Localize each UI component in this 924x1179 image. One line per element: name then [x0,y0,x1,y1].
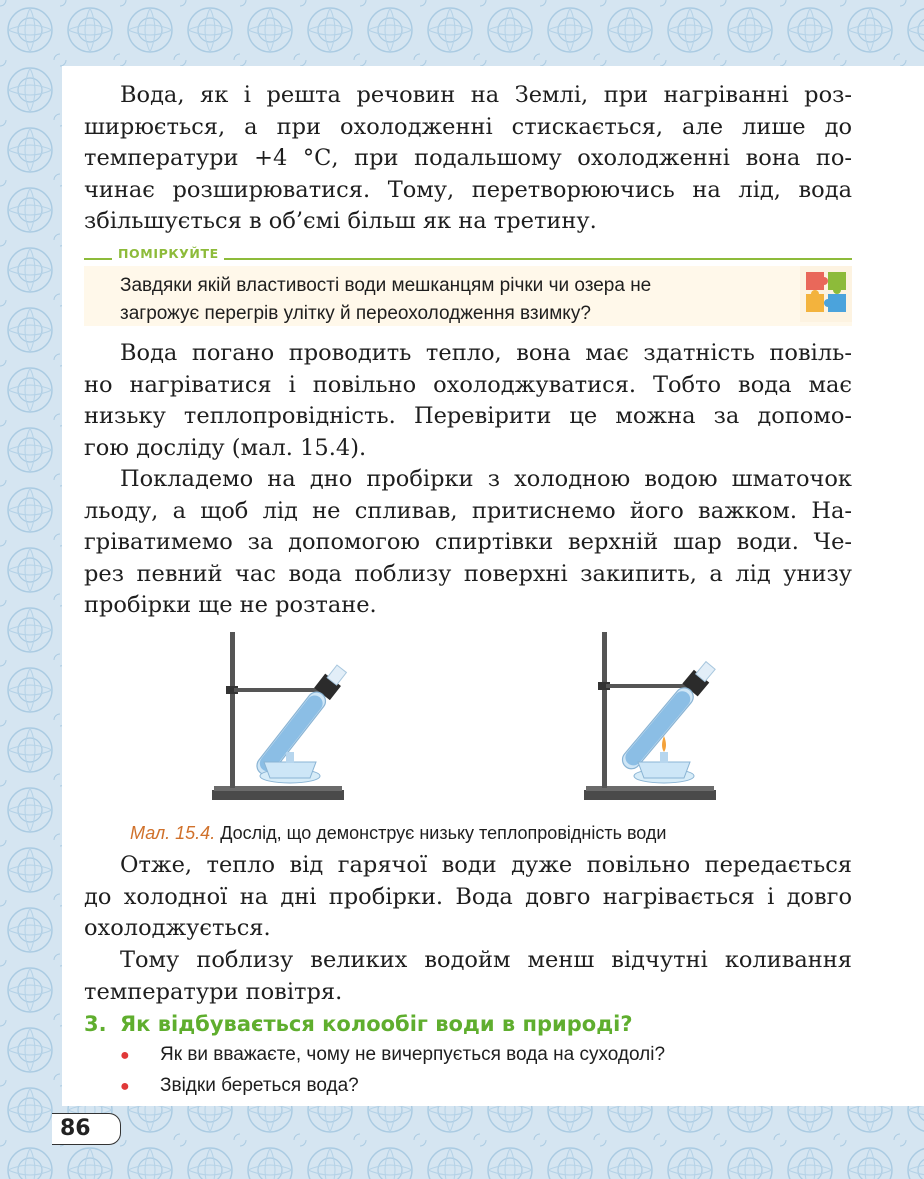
text-line: пробірки ще не розтане. [84,592,377,619]
paragraph-experiment [84,464,852,622]
text-line: Вода погано проводить тепло, вона має здатність повіль- [120,340,852,366]
paragraph-water-expansion [84,80,852,238]
text-line: Вода, як і решта речовин на Землі, при нагріванні роз- [120,82,852,108]
list-item-text: Як ви вважаєте, чому не вичерпується вода на суходолі? [160,1044,666,1065]
lab-stand-heated-illustration [578,628,738,804]
list-item [120,1044,665,1066]
text-line: рез певний час вода поблизу поверхні закипить, а лід унизу [84,560,852,587]
text-line: чинає розширюватися. Тому, перетворюючись на лід, вода [84,176,852,203]
page-number: 86 [60,1116,91,1141]
test-tube [618,659,718,773]
text-line: загрожує перегрів улітку й переохолодження взимку? [120,303,591,324]
text-line: збільшується в об’ємі більш як на третину. [84,208,597,235]
stand-base [212,790,344,800]
text-line: охолоджується. [84,915,271,942]
spirit-lamp [264,762,316,778]
spirit-lamp [638,762,690,778]
figure-number: Мал. 15.4. [130,823,216,843]
text-line: до холодної на дні пробірки. Вода довго нагрівається і довго [84,883,852,910]
text-line: Покладемо на дно пробірки з холодною водою шматочок [120,466,852,492]
text-line: ширюється, а при охолодженні стискається, але лише до [84,113,852,140]
divider [224,258,852,260]
figure-caption-text: Дослід, що демонструє низьку теплопровідність води [220,823,667,843]
think-question [120,272,810,328]
list-item [120,1075,359,1097]
think-box [84,266,852,326]
paragraph-climate [84,945,852,1008]
text-line: низьку теплопровідність. Перевірити це можна за допомо- [84,403,852,430]
paragraph-conclusion [84,850,852,945]
list-item-text: Звідки береться вода? [160,1075,359,1096]
text-line: температури +4 °С, при подальшому охолодженні вона по- [84,145,852,172]
think-label: ПОМІРКУЙТЕ [118,246,219,261]
think-header [84,246,852,264]
puzzle-icon [800,266,852,322]
stand-rod [602,632,607,788]
section-title-text: Як відбувається колообіг води в природі? [120,1012,633,1036]
flame [662,736,666,752]
text-line: гою досліду (мал. 15.4). [84,434,367,461]
text-line: температури повітря. [84,978,343,1005]
section-heading [84,1012,633,1036]
bullet-icon: ● [120,1078,130,1095]
text-line: гріватимемо за допомогою спиртівки верхній шар води. Че- [84,529,852,556]
text-line: Тому поблизу великих водойм менш відчутні коливання [120,947,852,973]
text-line: Завдяки якій властивості води мешканцям річки чи озера не [120,275,652,296]
text-line: но нагріватися і повільно охолоджуватися. Тобто вода має [84,371,852,398]
section-number: 3. [84,1012,107,1036]
bullet-icon: ● [120,1047,130,1064]
figure-caption [130,823,850,844]
paragraph-heat-conductivity [84,338,852,464]
text-line: льоду, а щоб лід не спливав, притиснемо його важком. На- [84,497,852,524]
page-number-tab [52,1113,121,1145]
stand-rod [230,632,235,788]
stand-base [584,790,716,800]
lab-stand-cold-illustration [200,628,360,804]
divider [84,258,112,260]
text-line: Отже, тепло від гарячої води дуже повільно передається [120,852,852,878]
